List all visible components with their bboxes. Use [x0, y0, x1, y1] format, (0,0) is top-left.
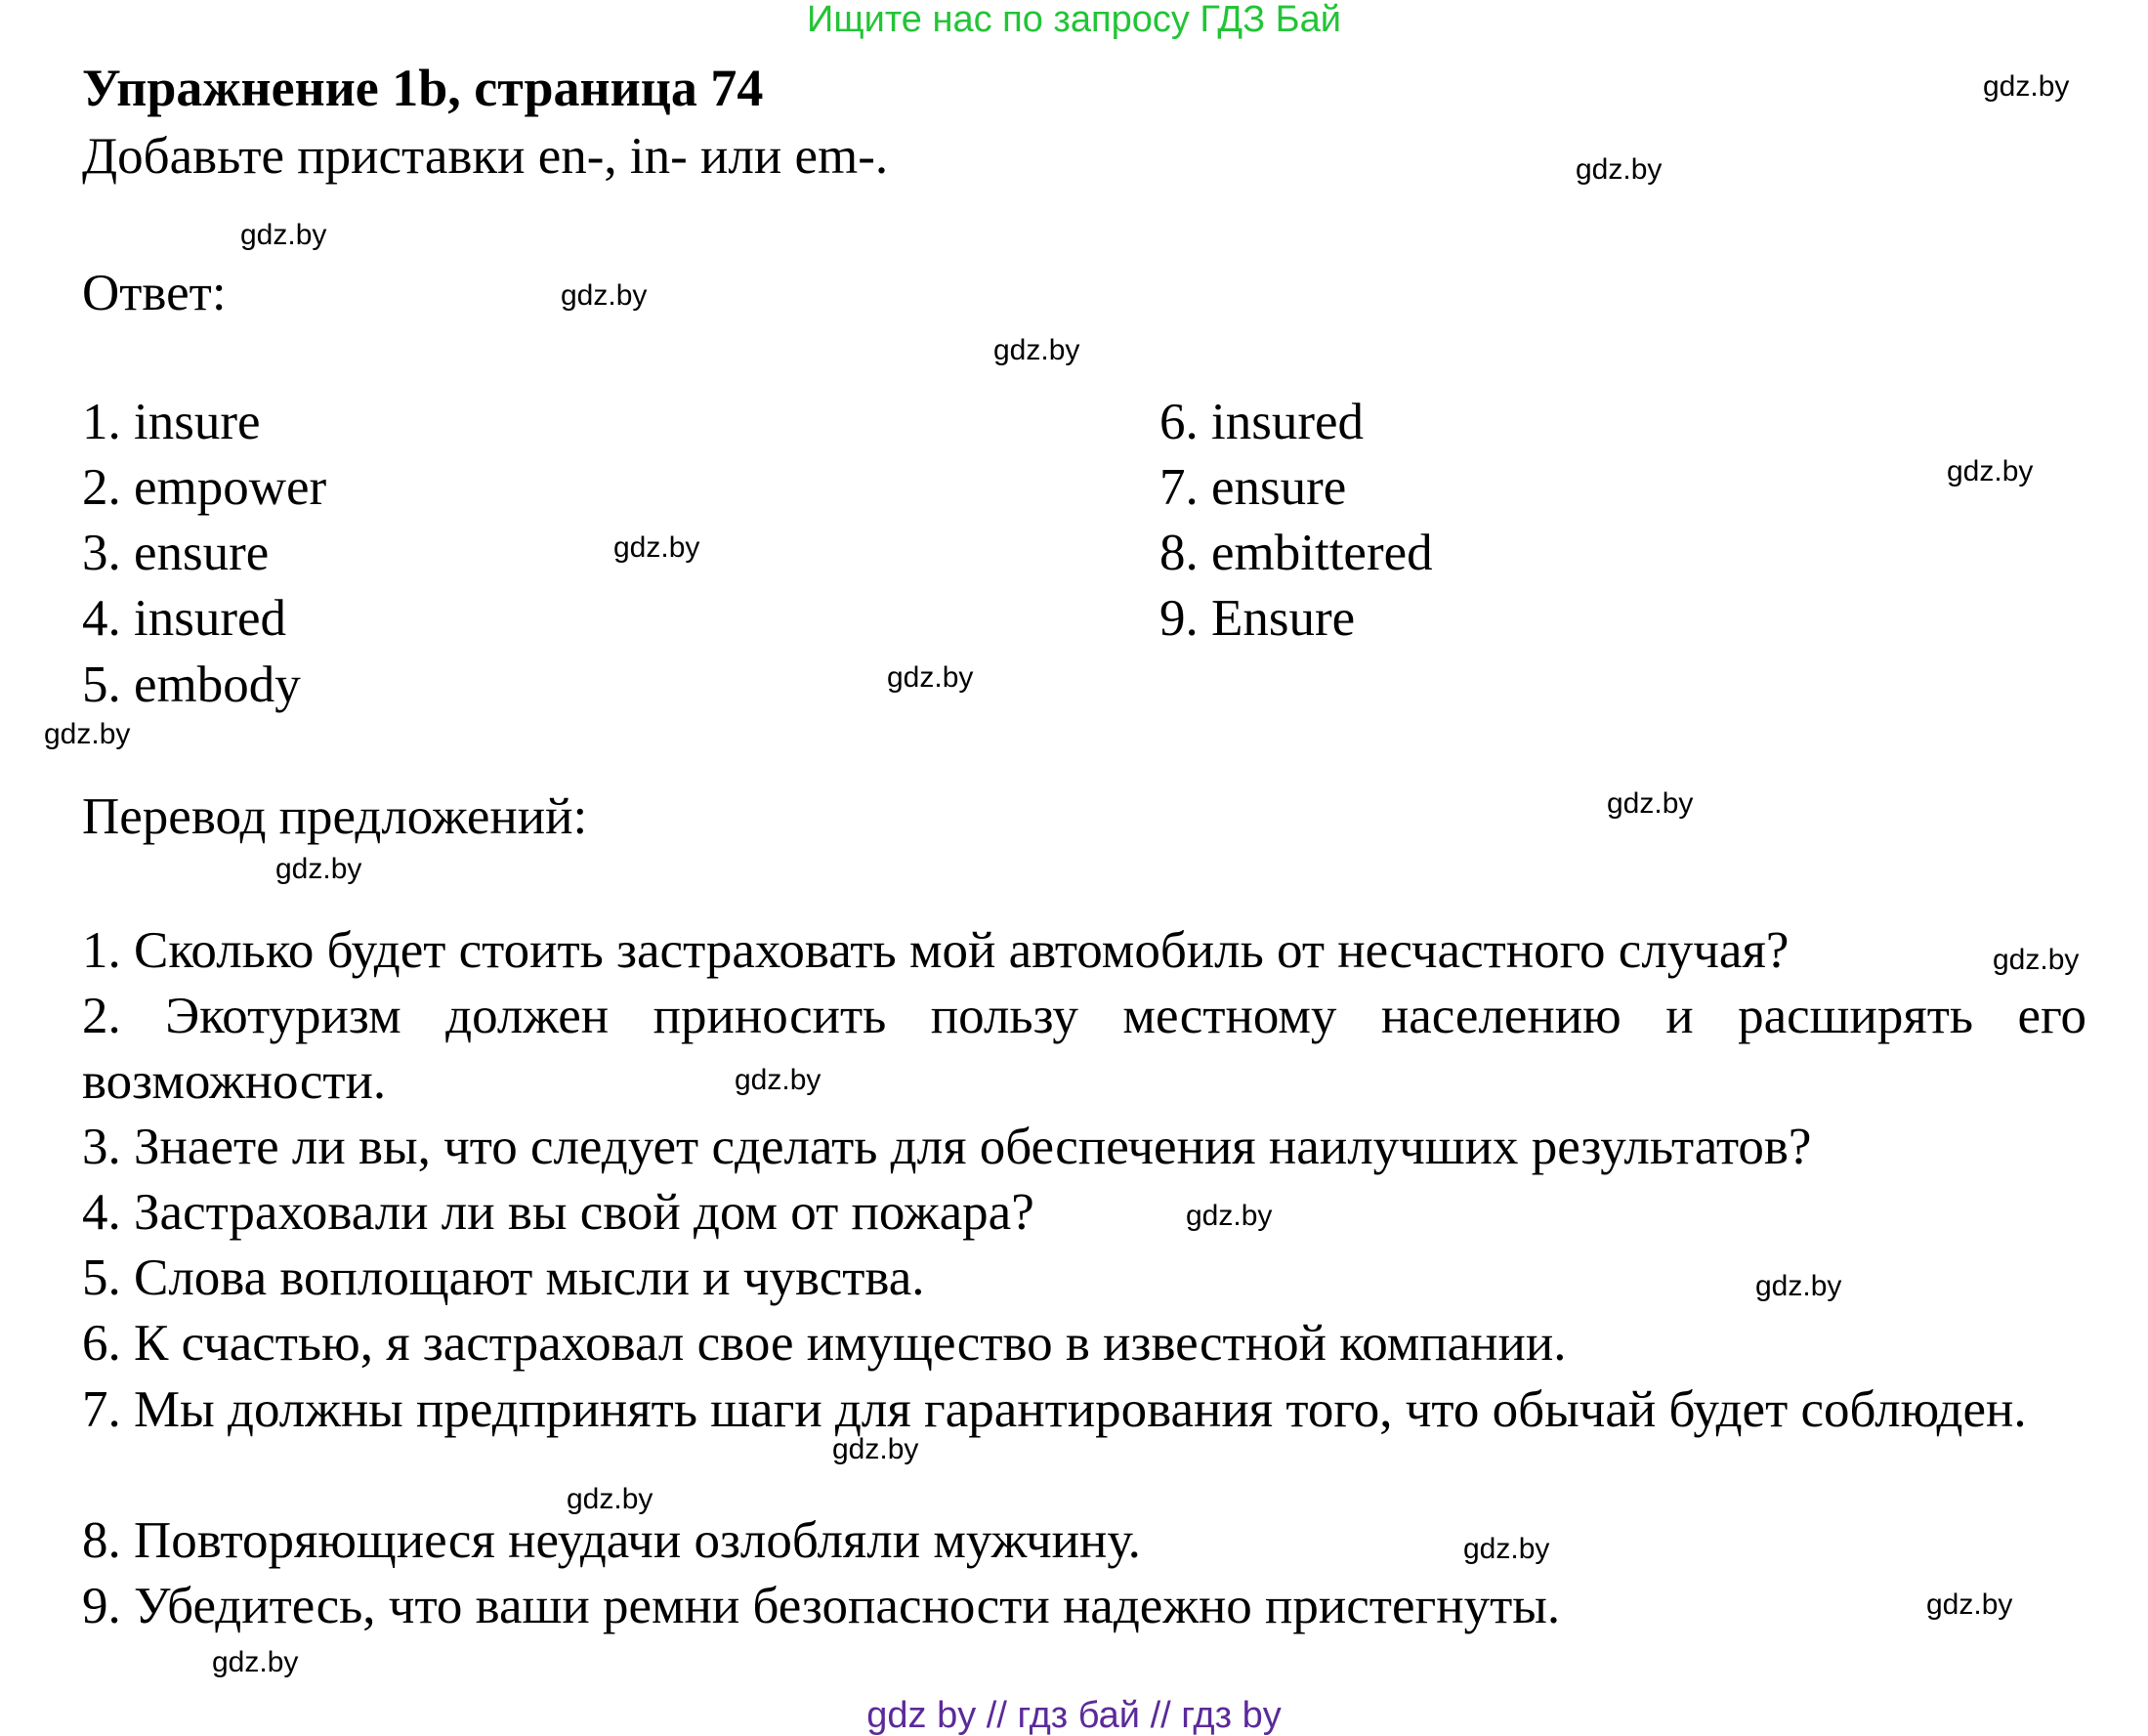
translation-item-1: 1. Сколько будет стоить застраховать мой автомобиль от несчастного случая?: [82, 922, 1790, 979]
watermark: gdz.by: [735, 1064, 821, 1096]
watermark: gdz.by: [275, 853, 362, 885]
answer-item-6: 6. insured: [1159, 394, 1365, 450]
watermark: gdz.by: [1463, 1533, 1550, 1565]
translation-item-3: 3. Знаете ли вы, что следует сделать для обеспечения наилучших результатов?: [82, 1119, 1812, 1175]
watermark: gdz.by: [1947, 455, 2034, 487]
watermark: gdz.by: [240, 219, 327, 251]
watermark: gdz.by: [887, 661, 974, 694]
watermark: gdz.by: [1186, 1200, 1273, 1232]
watermark: gdz.by: [1576, 153, 1663, 186]
watermark: gdz.by: [613, 531, 700, 564]
answer-item-3: 3. ensure: [82, 525, 270, 581]
answer-item-9: 9. Ensure: [1159, 590, 1356, 647]
translation-item-7: 7. Мы должны предпринять шаги для гарантирования того, что обычай будет соблюден.: [82, 1381, 2027, 1438]
watermark: gdz.by: [1755, 1270, 1842, 1302]
footer-text: gdz by // гдз бай // гдз by: [866, 1695, 1282, 1736]
banner-text: Ищите нас по запросу ГДЗ Бай: [807, 0, 1341, 40]
watermark: gdz.by: [567, 1483, 653, 1515]
watermark: gdz.by: [1607, 787, 1694, 820]
exercise-title: Упражнение 1b, страница 74: [82, 59, 764, 117]
answer-item-5: 5. embody: [82, 656, 301, 713]
answer-item-7: 7. ensure: [1159, 459, 1347, 516]
translation-item-5: 5. Слова воплощают мысли и чувства.: [82, 1249, 925, 1306]
translation-item-9: 9. Убедитесь, что ваши ремни безопасности надежно пристегнуты.: [82, 1578, 1561, 1634]
watermark: gdz.by: [1983, 70, 2070, 103]
watermark: gdz.by: [832, 1433, 919, 1465]
answer-item-2: 2. empower: [82, 459, 327, 516]
answer-label: Ответ:: [82, 265, 227, 321]
answer-item-8: 8. embittered: [1159, 525, 1433, 581]
exercise-instruction: Добавьте приставки en-, in- или em-.: [82, 128, 889, 185]
watermark: gdz.by: [212, 1646, 299, 1678]
translation-item-4: 4. Застраховали ли вы свой дом от пожара?: [82, 1184, 1034, 1241]
translation-item-2: 2. Экотуризм должен приносить пользу местному населению и расширять его возможности.: [82, 988, 2086, 1110]
watermark: gdz.by: [1926, 1588, 2013, 1621]
answer-item-4: 4. insured: [82, 590, 287, 647]
translation-item-8: 8. Повторяющиеся неудачи озлобляли мужчину.: [82, 1512, 1141, 1569]
translation-item-6: 6. К счастью, я застраховал свое имущество в известной компании.: [82, 1315, 1567, 1372]
watermark: gdz.by: [993, 334, 1080, 366]
watermark: gdz.by: [561, 279, 648, 312]
watermark: gdz.by: [1993, 944, 2080, 976]
watermark: gdz.by: [44, 718, 131, 750]
translation-label: Перевод предложений:: [82, 788, 588, 845]
answer-item-1: 1. insure: [82, 394, 261, 450]
